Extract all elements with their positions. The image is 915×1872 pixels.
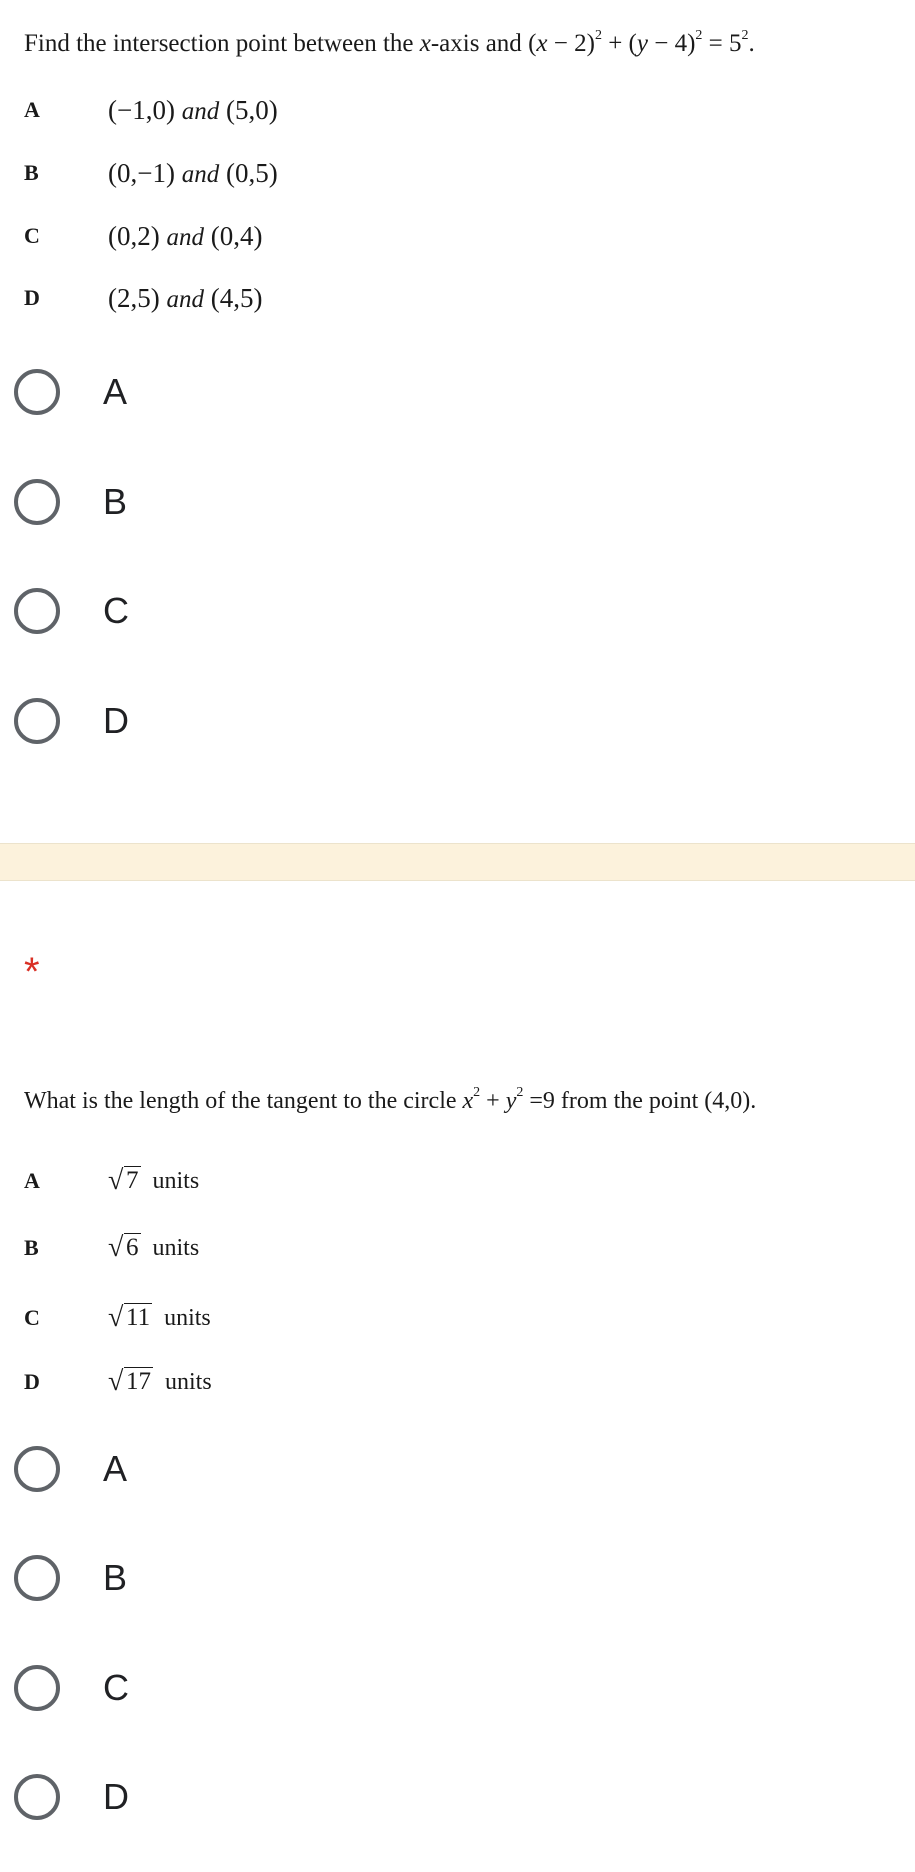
- radio-button[interactable]: [14, 1555, 60, 1601]
- q1-radio-c[interactable]: [14, 583, 129, 639]
- radio-label: B: [103, 1557, 128, 1598]
- question-2-text: What is the length of the tangent to the circle $x^2 + y^2 =9$ from the point (4,0).: [24, 1085, 757, 1114]
- radio-button[interactable]: [14, 1774, 60, 1820]
- sqrt-symbol: √ 17: [108, 1366, 151, 1397]
- required-marker: *: [24, 950, 40, 994]
- q1-option-d: [24, 278, 262, 318]
- question-2-equation: $x^2 + y^2 =9$: [462, 1085, 555, 1114]
- q1-option-a: [24, 90, 278, 130]
- q1-radio-d[interactable]: [14, 693, 129, 749]
- radio-label: D: [103, 700, 129, 741]
- sqrt-symbol: √ 11: [108, 1302, 151, 1333]
- question-1-text: Find the intersection point between the x-axis and $(x - 2)^2 + (y - 4)^2 = 5^2$.: [24, 28, 755, 57]
- radio-button[interactable]: [14, 588, 60, 634]
- q1-option-c: [24, 216, 262, 256]
- radio-label: A: [103, 1448, 128, 1489]
- q2-option-c: [24, 1298, 211, 1338]
- q2-radio-a[interactable]: [14, 1441, 127, 1497]
- option-text: (2,5) and (4,5): [108, 282, 263, 313]
- option-letter: D: [24, 285, 40, 310]
- sqrt-symbol: √ 6: [108, 1232, 139, 1263]
- radio-button[interactable]: [14, 1446, 60, 1492]
- option-text: (0,−1) and (0,5): [108, 157, 278, 188]
- option-letter: A: [24, 97, 40, 122]
- q1-radio-a[interactable]: [14, 364, 127, 420]
- radio-button[interactable]: [14, 1665, 60, 1711]
- option-letter: C: [24, 223, 40, 248]
- q1-option-b: [24, 153, 278, 193]
- option-letter: C: [24, 1305, 40, 1330]
- question-divider: [0, 843, 915, 881]
- q2-option-a: [24, 1161, 199, 1201]
- question-1-equation: $(x - 2)^2 + (y - 4)^2 = 5^2$.: [528, 28, 755, 57]
- radio-label: C: [103, 590, 129, 631]
- q1-radio-b[interactable]: [14, 474, 127, 530]
- option-letter: B: [24, 160, 39, 185]
- option-text: √ 17 units: [108, 1366, 212, 1397]
- option-letter: A: [24, 1168, 40, 1193]
- q2-radio-c[interactable]: [14, 1660, 129, 1716]
- q2-option-d: [24, 1362, 212, 1402]
- radio-label: C: [103, 1667, 129, 1708]
- option-text: √ 6 units: [108, 1232, 200, 1263]
- radio-label: B: [103, 481, 128, 522]
- option-text: √ 11 units: [108, 1302, 211, 1333]
- radio-label: A: [103, 371, 128, 412]
- option-text: √ 7 units: [108, 1165, 200, 1196]
- radio-button[interactable]: [14, 698, 60, 744]
- option-letter: B: [24, 1235, 39, 1260]
- radio-label: D: [103, 1776, 129, 1817]
- q2-option-b: [24, 1228, 199, 1268]
- sqrt-symbol: √ 7: [108, 1165, 139, 1196]
- option-text: (−1,0) and (5,0): [108, 94, 278, 125]
- q2-radio-b[interactable]: [14, 1550, 127, 1606]
- option-letter: D: [24, 1369, 40, 1394]
- q2-radio-d[interactable]: [14, 1769, 129, 1825]
- radio-button[interactable]: [14, 369, 60, 415]
- radio-button[interactable]: [14, 479, 60, 525]
- option-text: (0,2) and (0,4): [108, 220, 263, 251]
